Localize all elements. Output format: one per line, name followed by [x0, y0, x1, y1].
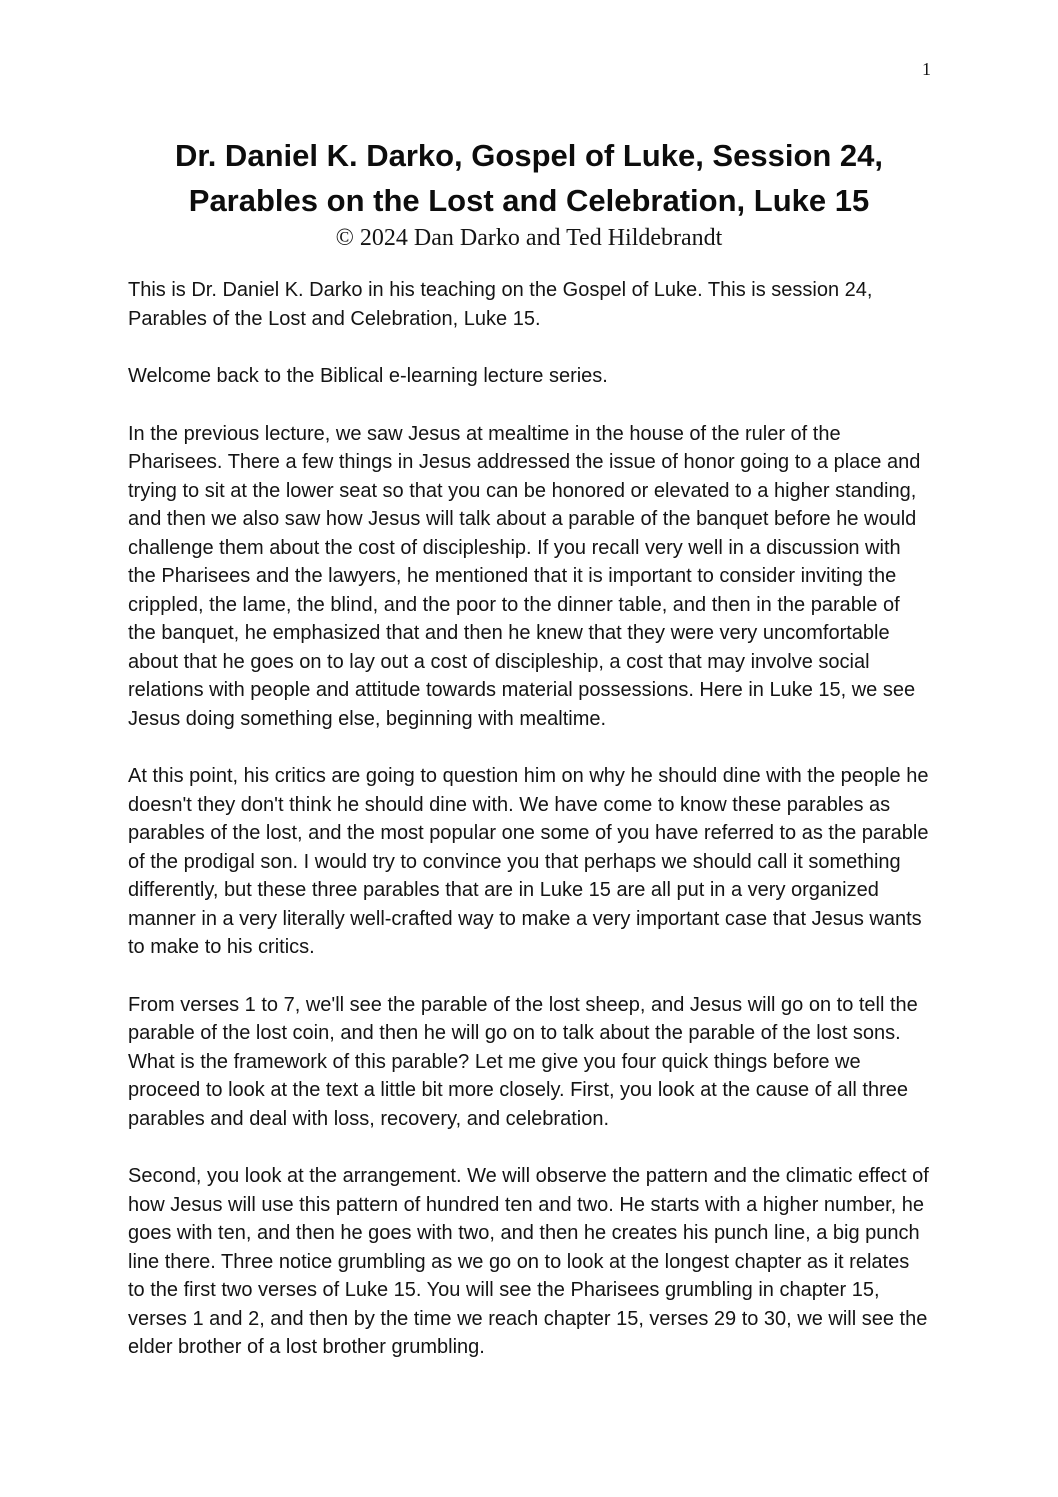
document-title-line-2: Parables on the Lost and Celebration, Luke 15 [188, 183, 870, 218]
paragraph-arrangement: Second, you look at the arrangement. We will observe the pattern and the climatic effect of how Jesus will use this pattern of hundred ten and two. He starts with a higher number, he goes with ten, and then he goes with two, and then he creates his punch line, a big punch line there. Three notice grumbling as we go on to look at the longest chapter as it relates to the first two verses of Luke 15. You will see the Pharisees grumbling in chapter 15, verses 1 and 2, and then by the time we reach chapter 15, verses 29 to 30, we will see the elder brother of a lost brother grumbling. [128, 1165, 929, 1358]
paragraph-critics: At this point, his critics are going to question him on why he should dine with the people he doesn't they don't think he should dine with. We have come to know these parables as parables of the lost, and the most popular one some of you have referred to as the parable of the prodigal son. I would try to convince you that perhaps we should call it something differently, but these three parables that are in Luke 15 are all put in a very organized manner in a very literally well-crafted way to make a very important case that Jesus wants to make to his critics. [128, 765, 929, 958]
document-body [128, 276, 930, 1362]
paragraph-framework: From verses 1 to 7, we'll see the parable of the lost sheep, and Jesus will go on to tell the parable of the lost coin, and then he will go on to talk about the parable of the lost sons. What is the framework of this parable? Let me give you four quick things before we proceed to look at the text a little bit more closely. First, you look at the cause of all three parables and deal with loss, recovery, and celebration. [128, 993, 918, 1130]
paragraph-previous-lecture: In the previous lecture, we saw Jesus at mealtime in the house of the ruler of the Pharisees. There a few things in Jesus addressed the issue of honor going to a place and trying to sit at the lower seat so that you can be honored or elevated to a higher standing, and then we also saw how Jesus will talk about a parable of the banquet before he would challenge them about the cost of discipleship. If you recall very well in a discussion with the Pharisees and the lawyers, he mentioned that it is important to consider inviting the crippled, the lame, the blind, and the poor to the dinner table, and then in the parable of the banquet, he emphasized that and then he knew that they were very uncomfortable about that he goes on to lay out a cost of discipleship, a cost that may involve social relations with people and attitude towards material possessions. Here in Luke 15, we see Jesus doing something else, beginning with mealtime. [128, 422, 921, 730]
paragraph-intro: This is Dr. Daniel K. Darko in his teaching on the Gospel of Luke. This is session 24, Parables of the Lost and Celebration, Luke 15. [128, 279, 873, 330]
page-number: 1 [922, 59, 931, 79]
document-title [128, 133, 930, 223]
paragraph-welcome: Welcome back to the Biblical e-learning lecture series. [128, 365, 608, 387]
copyright-line: © 2024 Dan Darko and Ted Hildebrandt [335, 225, 723, 251]
document-title-line-1: Dr. Daniel K. Darko, Gospel of Luke, Session 24, [174, 138, 884, 173]
